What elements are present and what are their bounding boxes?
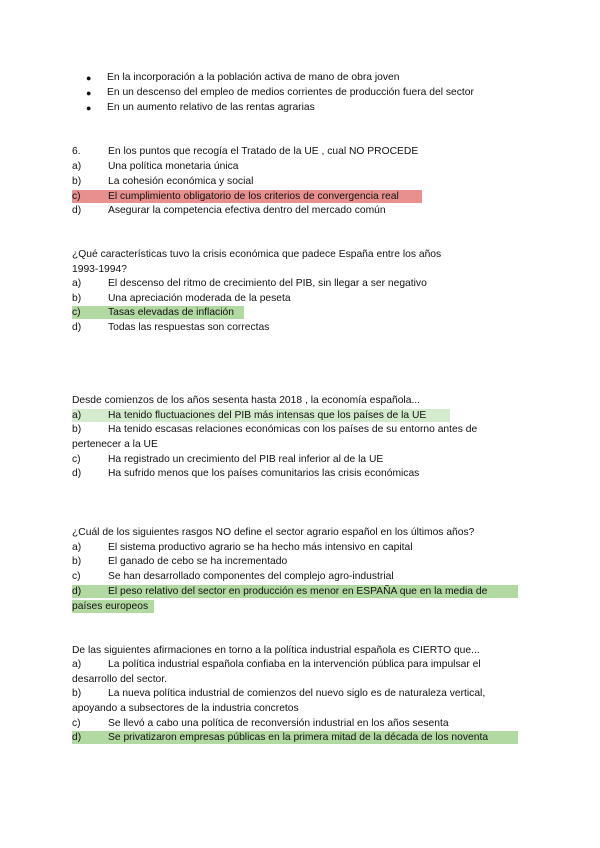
bullet-dot-icon: ● (86, 88, 92, 98)
question-10-title: De las siguientes afirmaciones en torno a la política industrial española es CIERTO que... (72, 645, 480, 656)
bullet-dot-icon: ● (86, 103, 92, 113)
bullet-dot-icon: ● (86, 73, 92, 83)
question-7-title: ¿Qué características tuvo la crisis económica que padece España entre los años (72, 249, 442, 260)
q10-option-a-cont: desarrollo del sector. (72, 674, 168, 685)
question-7-title-cont: 1993-1994? (72, 264, 127, 275)
q10-option-b-cont: apoyando a subsectores de la industria concretos (72, 703, 299, 714)
q8-option-b-cont: pertenecer a la UE (72, 439, 158, 450)
q9-option-d-cont-highlighted: países europeos (72, 601, 149, 612)
question-8-title: Desde comienzos de los años sesenta hasta 2018 , la economía española... (72, 395, 421, 406)
question-9-title: ¿Cuál de los siguientes rasgos NO define el sector agrario español en los últimos años? (72, 527, 475, 538)
